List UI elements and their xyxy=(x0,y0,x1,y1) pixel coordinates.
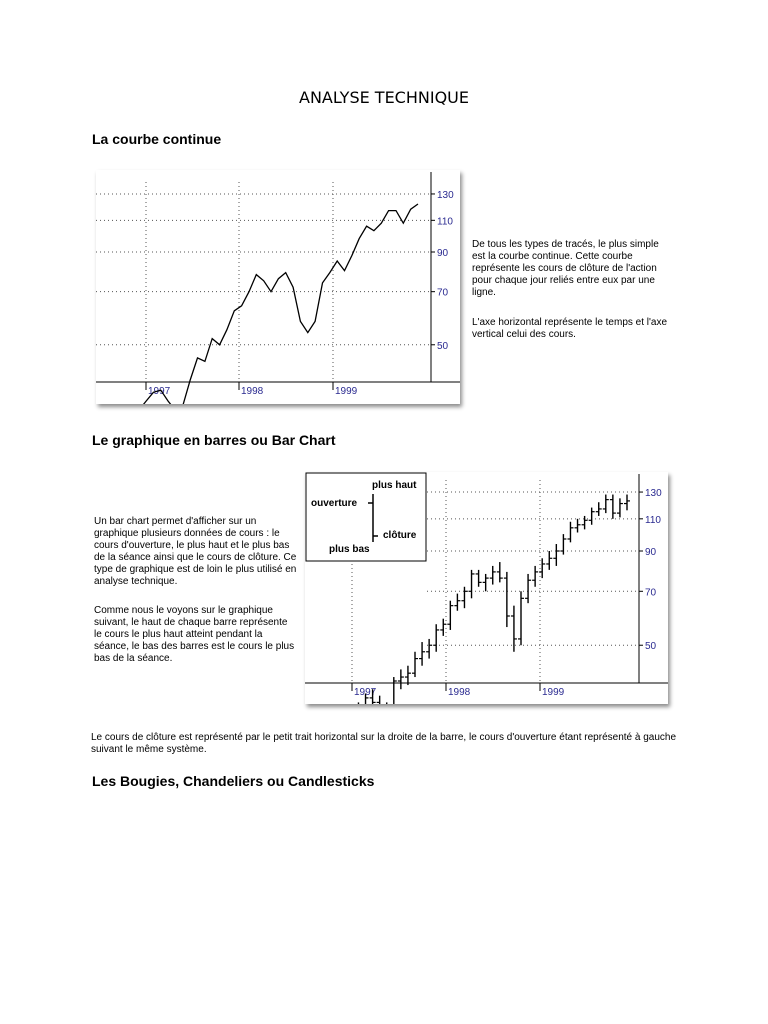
y-tick-label: 70 xyxy=(437,287,449,299)
x-tick-label: 1998 xyxy=(448,687,471,698)
y-tick-label: 90 xyxy=(437,248,449,259)
x-tick-label: 1998 xyxy=(241,386,264,397)
closing-price-note: Le cours de clôture est représenté par le petit trait horizontal sur la droite de la barre, le cours d'ouverture étant représenté à gauche suivant le même système. xyxy=(91,732,677,755)
y-tick-label: 130 xyxy=(437,189,454,201)
legend-cloture: clôture xyxy=(383,530,417,541)
page-title: ANALYSE TECHNIQUE xyxy=(299,88,469,107)
y-tick-label: 70 xyxy=(645,587,657,599)
line-chart xyxy=(96,170,460,404)
x-tick-label: 1997 xyxy=(354,687,377,698)
y-tick-label: 110 xyxy=(645,514,661,526)
x-tick-label: 1997 xyxy=(148,386,171,397)
section1-paragraph-1: De tous les types de tracés, le plus simple est la courbe continue. Cette courbe représente les cours de clôture de l'action pour chaque jour reliés entre eux par une ligne. xyxy=(472,239,659,298)
ohlc-bar-chart xyxy=(305,472,668,704)
y-tick-label: 90 xyxy=(645,547,657,558)
section2-paragraph-1: Un bar chart permet d'afficher sur un graphique plusieurs données de cours : le cours d'ouverture, le plus haut et le plus bas de la séance ainsi que le cours de clôture. Ce type de graphique est de loin le plus utilisé en analyse technique. xyxy=(94,516,297,587)
x-tick-label: 1999 xyxy=(335,386,358,397)
legend-plus-haut: plus haut xyxy=(372,480,417,491)
legend-ouverture: ouverture xyxy=(311,498,358,509)
line-chart-svg xyxy=(96,170,460,404)
y-tick-label: 110 xyxy=(437,216,453,228)
price-line xyxy=(102,204,418,404)
section-heading-bougies: Les Bougies, Chandeliers ou Candlesticks xyxy=(92,773,375,789)
ohlc-legend xyxy=(306,473,426,561)
y-tick-label: 50 xyxy=(437,340,449,352)
section1-paragraph-2: L'axe horizontal représente le temps et l'axe vertical celui des cours. xyxy=(472,317,668,340)
section-heading-barchart: Le graphique en barres ou Bar Chart xyxy=(92,432,336,448)
section-heading-courbe: La courbe continue xyxy=(92,131,222,147)
x-tick-label: 1999 xyxy=(542,687,565,698)
y-tick-label: 50 xyxy=(645,641,657,653)
section2-paragraph-2: Comme nous le voyons sur le graphique suivant, le haut de chaque barre représente le cours le plus haut atteint pendant la séance, le bas des barres est le cours le plus bas de la séance. xyxy=(94,605,295,664)
y-tick-label: 130 xyxy=(645,488,662,500)
legend-plus-bas: plus bas xyxy=(329,544,370,555)
ohlc-bar-chart-svg xyxy=(305,472,668,704)
